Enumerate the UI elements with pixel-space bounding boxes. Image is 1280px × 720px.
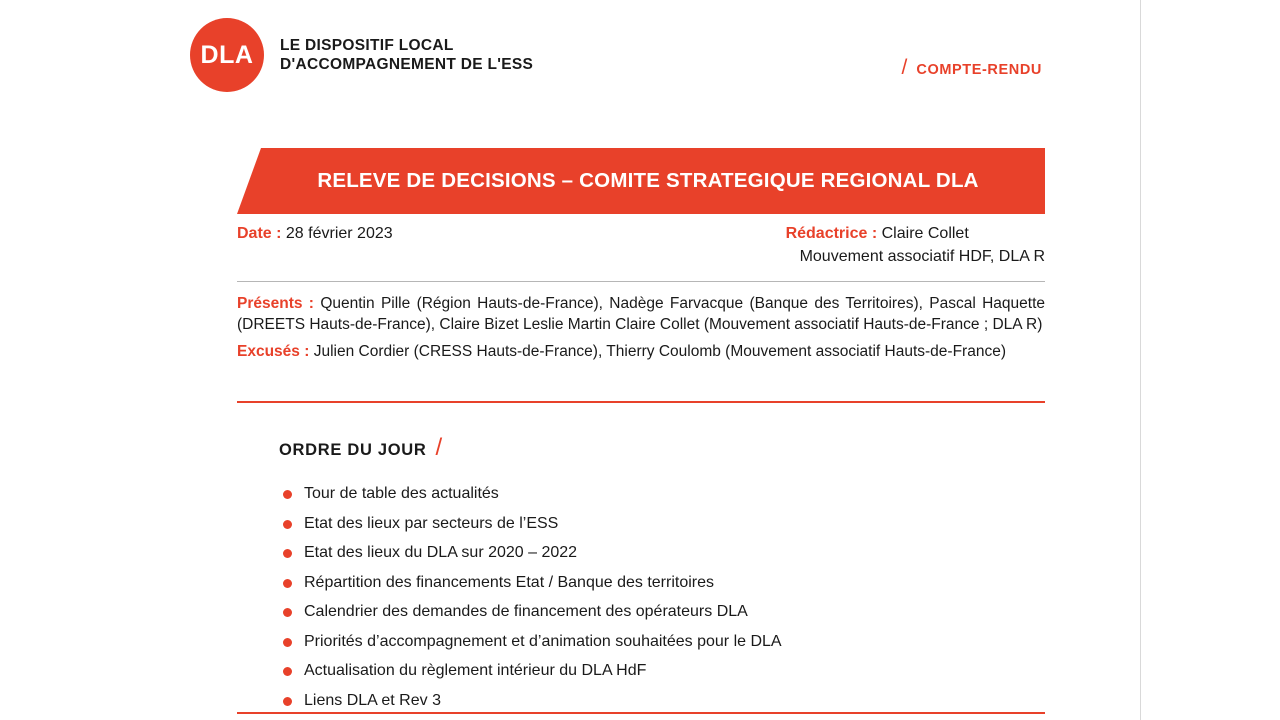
editor-label: Rédactrice : [785,225,878,242]
attendees-section [237,293,1045,368]
divider-attendees [237,401,1045,403]
title-banner [237,148,1045,214]
agenda-heading-label: ORDRE DU JOUR [279,440,427,459]
list-item: Actualisation du règlement intérieur du DLA HdF [279,661,1039,681]
document-header [0,18,1140,88]
logo-text-line2: D'ACCOMPAGNEMENT DE L'ESS [280,56,534,73]
slash-icon: / [901,56,908,79]
list-item: Priorités d’accompagnement et d’animation souhaitées pour le DLA [279,632,1039,652]
present-label: Présents : [237,295,314,312]
logo-text [280,36,533,74]
date-label: Date : [237,225,282,242]
list-item: Etat des lieux par secteurs de l’ESS [279,514,1039,534]
agenda-list [279,484,1039,720]
agenda-heading [279,434,443,462]
document-type-label: COMPTE-RENDU [916,62,1042,78]
excused-label: Excusés : [237,343,310,360]
logo-circle-icon [190,18,264,92]
list-item: Calendrier des demandes de financement des opérateurs DLA [279,602,1039,622]
slash-icon: / [435,434,443,461]
dla-logo [190,18,533,92]
attendees-present [237,293,1045,335]
divider-agenda [237,712,1045,714]
document-meta [237,222,1045,268]
page-margin [1140,0,1280,720]
present-value: Quentin Pille (Région Hauts-de-France), Nadège Farvacque (Banque des Territoires), Pascal Haquette (DREETS Hauts-de-France), Claire Bizet Leslie Martin Claire Collet (Mouvement associatif Hauts-de-France ; DLA R) [237,295,1046,333]
editor-value: Claire Collet [881,225,969,242]
document-type [902,56,1042,80]
attendees-excused [237,341,1045,362]
page-title: RELEVE DE DECISIONS – COMITE STRATEGIQUE REGIONAL DLA [317,169,979,192]
meta-date [237,222,393,245]
list-item: Etat des lieux du DLA sur 2020 – 2022 [279,543,1039,563]
excused-value: Julien Cordier (CRESS Hauts-de-France), Thierry Coulomb (Mouvement associatif Hauts-de-France) [313,343,1006,360]
logo-abbreviation: DLA [200,40,254,69]
list-item: Tour de table des actualités [279,484,1039,504]
list-item: Répartition des financements Etat / Banque des territoires [279,573,1039,593]
date-value: 28 février 2023 [285,225,393,242]
meta-editor [786,222,1045,268]
logo-text-line1: LE DISPOSITIF LOCAL [280,37,454,54]
divider-meta [237,281,1045,282]
list-item: Liens DLA et Rev 3 [279,691,1039,711]
editor-organization: Mouvement associatif HDF, DLA R [799,248,1045,265]
